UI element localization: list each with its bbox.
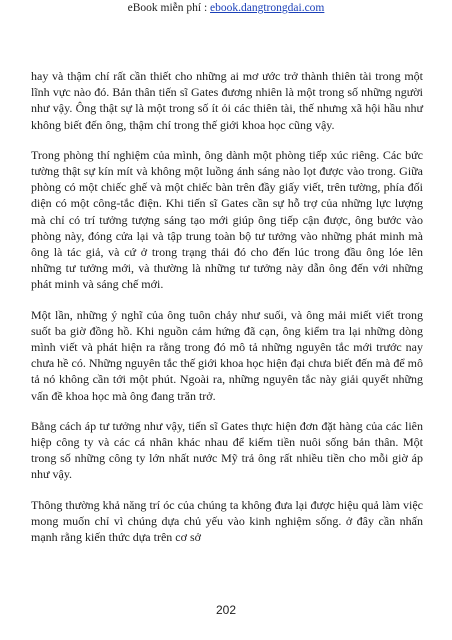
page-body xyxy=(31,68,423,559)
header-prefix: eBook miễn phí : xyxy=(127,2,211,14)
paragraph-1: hay và thậm chí rất cần thiết cho những ai mơ ước trở thành thiên tài trong một lĩnh vực nào đó. Bản thân tiến sĩ Gates đương nhiên là một trong số những người như vậy. Ông thật sự là một trong số ít ỏi các thiên tài, thế nhưng xã hội hầu như không biết đến ông, thậm chí trong thế giới khoa học cũng vậy. xyxy=(31,69,423,132)
page-number: 202 xyxy=(215,603,237,617)
paragraph-4: Bằng cách áp tư tưởng như vậy, tiến sĩ Gates thực hiện đơn đặt hàng của các liên hiệp công ty và các cá nhân khác nhau để kiếm tiền nuôi sống bản thân. Một trong số những công ty lớn nhất nước Mỹ trả ông rất nhiều tiền cho mỗi giờ áp như vậy. xyxy=(31,418,423,482)
page-header xyxy=(0,0,452,16)
paragraph-3: Một lần, những ý nghĩ của ông tuôn chảy như suối, và ông mải miết viết trong suốt ba giờ đồng hồ. Khi nguồn cảm hứng đã cạn, ông kiểm tra lại những dòng mình viết và phát hiện ra rằng trong đó mô tả những nguyên tắc mới trước nay chưa hề có. Những nguyên tắc thế giới khoa học hiện đại chưa biết đến mà để mô tả nó không cần tới một phút. Ngoài ra, những nguyên tắc này giải quyết những vấn đề khoa học mà ông đang trăn trở. xyxy=(31,307,423,403)
paragraph-5: Thông thường khả năng trí óc của chúng ta không đưa lại được hiệu quả làm việc mong muốn chỉ vì chúng dựa chủ yếu vào kinh nghiệm sống. ở đây cần nhấn mạnh rằng kiến thức dựa trên cơ sở xyxy=(31,497,423,545)
header-website-link[interactable]: ebook.dangtrongdai.com xyxy=(210,2,325,14)
paragraph-2: Trong phòng thí nghiệm của mình, ông dành một phòng tiếp xúc riêng. Các bức tường thật sự kín mít và không một luồng ánh sáng nào lọt được vào trong. Giữa phòng có một chiếc ghế và một chiếc bàn trên đầy giấy viết, trên tường, phía đối diện có một công-tắc điện. Khi tiến sĩ Gates cần sự hỗ trợ của những lực lượng mà chỉ có trí tưởng tượng sáng tạo mới giúp ông tiếp cận được, ông bước vào phòng này, đóng cửa lại và tập trung toàn bộ tư tưởng vào những phát minh mà ông là tác giả, và cứ ở trong trạng thái đó cho đến lúc trong đầu ông lóe lên những tư tưởng mới, và thường là những tư tưởng này dẫn ông đến với những phát minh và sáng chế mới. xyxy=(31,147,423,292)
